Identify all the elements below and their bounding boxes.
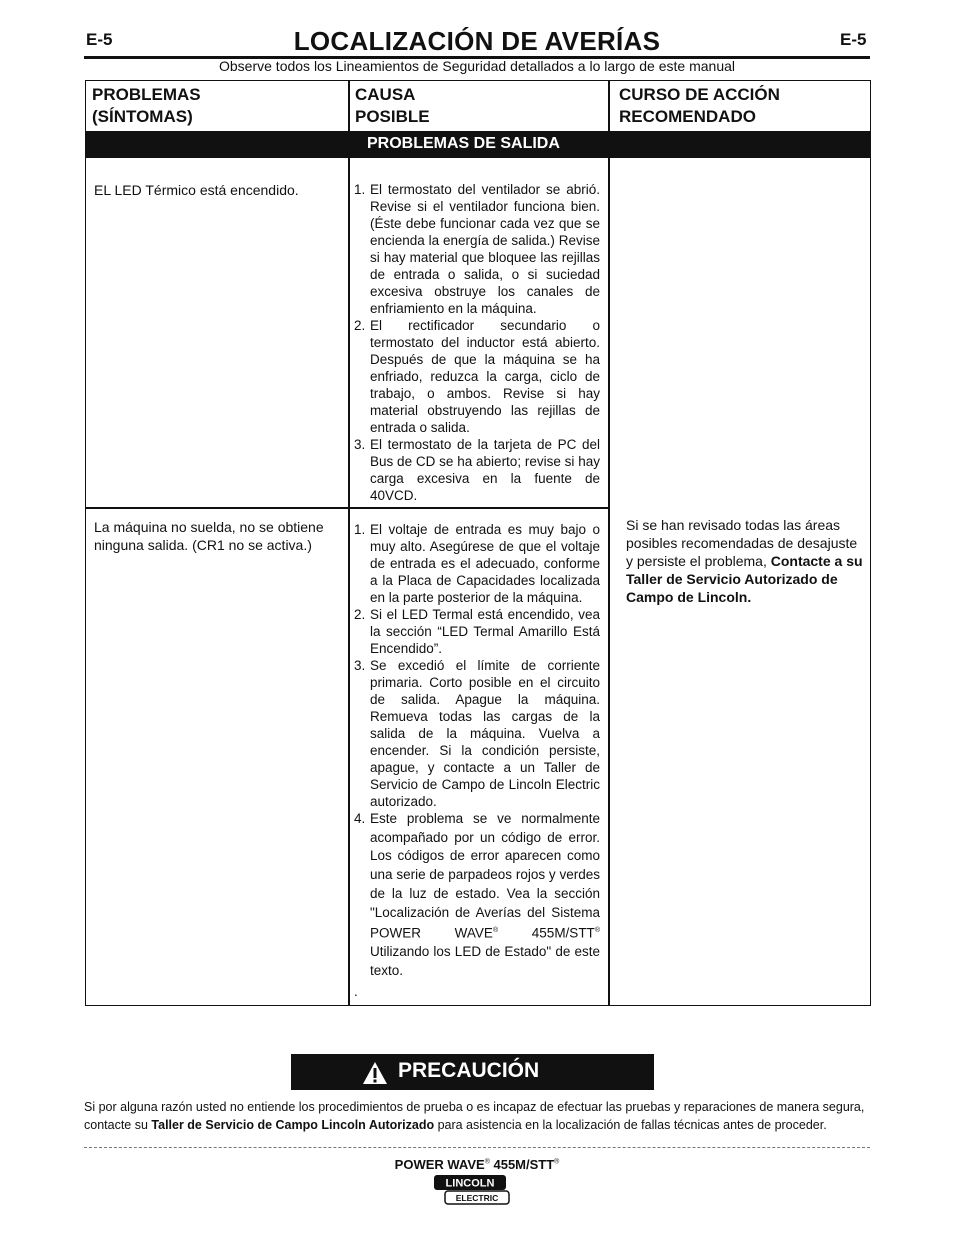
cause-item: 1. El termostato del ventilador se abrió. Revise si el ventilador funciona bien. (Éste debe funcionar cada vez que se encienda la energía de salida.) Revise si hay material que bloquee las rejillas de entrada o salida, o si suciedad excesiva obstruye los canales de enfriamiento en la máquina. — [354, 182, 600, 316]
column-divider-2 — [608, 158, 610, 1005]
cause-item: 1. El voltaje de entrada es muy bajo o muy alto. Asegúrese de que el voltaje de entrada es el adecuado, conforme a la Placa de Capacidades localizada en la parte posterior de la máquina. — [354, 522, 600, 605]
cause-item: 2. El rectificador secundario o termostato del inductor está abierto. Después de que la máquina se ha enfriado, reduzca la carga, ciclo de trabajo, o ambos. Revise si hay material obstruyendo las rejillas de entrada o salida. — [354, 318, 600, 435]
logo-text-electric: ELECTRIC — [455, 1193, 499, 1203]
causes-thermal-led — [354, 181, 600, 504]
header-divider-1 — [348, 81, 350, 131]
page-code-left: E-5 — [86, 30, 113, 49]
cause-item: 3. Se excedió el límite de corriente primaria. Corto posible en el circuito de salida. Apague la máquina. Remueva todas las cargas de la salida de la máquina. Vuelva a encender. Si la condición persiste, apague, y contacte a un Taller de Servicio de Campo de Lincoln Electric autorizado. — [354, 658, 600, 809]
page-code-right: E-5 — [840, 30, 867, 49]
header-cause: CAUSA POSIBLE — [355, 85, 430, 126]
product-name: POWER WAVE® 455M/STT® — [394, 1157, 560, 1172]
header-action: CURSO DE ACCIÓN RECOMENDADO — [619, 85, 780, 126]
cause-item: 4. Este problema se ve normalmente acompañado por un código de error. Los códigos de error aparecen como una serie de parpadeos rojos y verdes de la luz de estado. Vea la sección "Localización de Averías del Sistema POWER WAVE® 455M/STT® Utilizando los LED de Estado" de este texto. — [354, 811, 600, 979]
header-problems: PROBLEMAS (SÍNTOMAS) — [92, 85, 201, 126]
header-divider-2 — [608, 81, 610, 131]
section-bar — [86, 131, 870, 158]
action-contact: Contacte a su Taller de Servicio Autorizado de Campo de Lincoln. — [626, 553, 863, 605]
caution-label: PRECAUCIÓN — [398, 1059, 540, 1082]
lincoln-electric-logo — [433, 1174, 511, 1206]
caution-text: Si por alguna razón usted no entiende los procedimientos de prueba o es incapaz de efectuar las pruebas y reparaciones de manera segura, contacte su Taller de Servicio de Campo Lincoln Autorizado para asistencia en la localización de fallas técnicas antes de proceder. — [84, 1100, 865, 1132]
section-title: PROBLEMAS DE SALIDA — [367, 135, 560, 152]
row-divider — [86, 507, 608, 509]
caution-banner — [291, 1054, 654, 1090]
cause-item: 2. Si el LED Termal está encendido, vea la sección “LED Termal Amarillo Está Encendido”. — [354, 607, 600, 656]
troubleshooting-table — [85, 80, 871, 1006]
footer-divider — [84, 1147, 870, 1148]
causes-no-output — [354, 521, 600, 1000]
safety-subtitle: Observe todos los Lineamientos de Seguridad detallados a lo largo de este manual — [219, 58, 735, 74]
recommended-action: Si se han revisado todas las áreas posibles recomendadas de desajuste y persiste el problema, Contacte a su Taller de Servicio Autorizado de Campo de Lincoln. — [626, 517, 863, 605]
cause-item: 3. El termostato de la tarjeta de PC del Bus de CD se ha abierto; revise si hay carga excesiva en la fuente de 40VCD. — [354, 437, 600, 503]
page-title: LOCALIZACIÓN DE AVERÍAS — [293, 26, 661, 56]
problem-no-output: La máquina no suelda, no se obtiene ninguna salida. (CR1 no se activa.) — [94, 519, 324, 553]
warning-triangle-icon — [362, 1061, 388, 1085]
column-divider-1 — [348, 158, 350, 1005]
trailing-dot: . — [354, 983, 358, 999]
problem-thermal-led: EL LED Térmico está encendido. — [94, 182, 299, 198]
logo-text-lincoln: LINCOLN — [445, 1177, 495, 1190]
